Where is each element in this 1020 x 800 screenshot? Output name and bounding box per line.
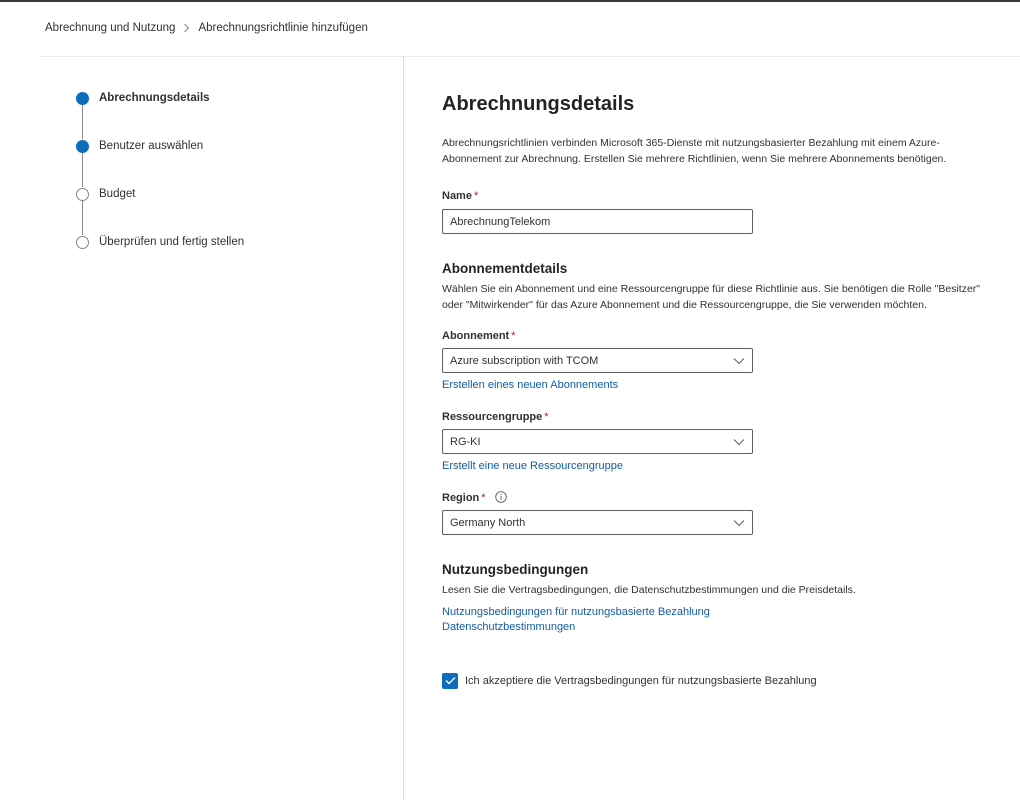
- required-mark: *: [473, 190, 479, 202]
- terms-section-description: Lesen Sie die Vertragsbedingungen, die Datenschutzbestimmungen und die Preisdetails.: [442, 584, 856, 596]
- intro-text: Abrechnungsrichtlinien verbinden Microsoft 365-Dienste mit nutzungsbasierter Bezahlung mit einem Azure-Abonnement zur Abrechnung. Erstellen Sie mehrere Richtlinien, wenn Sie mehrere Abonnements benötigen.: [442, 137, 947, 165]
- step-budget[interactable]: [76, 187, 244, 235]
- step-label: Budget: [99, 188, 136, 200]
- terms-of-use-link[interactable]: Nutzungsbedingungen für nutzungsbasierte Bezahlung: [442, 605, 710, 618]
- subscription-section-description: Wählen Sie ein Abonnement und eine Ressourcengruppe für diese Richtlinie aus. Sie benötigen die Rolle "Besitzer" oder "Mitwirkender" für das Azure Abonnement und die Ressourcengruppe, die Sie verwenden möchten.: [442, 283, 981, 311]
- step-label: Abrechnungsdetails: [99, 92, 210, 104]
- chevron-down-icon: [733, 438, 745, 446]
- step-pending-icon: [76, 188, 89, 201]
- step-select-users[interactable]: [76, 139, 244, 187]
- step-label: Benutzer auswählen: [99, 140, 204, 152]
- step-pending-icon: [76, 236, 89, 249]
- breadcrumb-item-billing[interactable]: Abrechnung und Nutzung: [45, 22, 176, 34]
- region-dropdown[interactable]: Germany North: [442, 510, 753, 535]
- resource-group-label: Ressourcengruppe *: [442, 411, 549, 423]
- step-connector: [82, 153, 83, 187]
- window-top-border: [0, 0, 1020, 2]
- create-resource-group-link[interactable]: Erstellt eine neue Ressourcengruppe: [442, 460, 624, 472]
- resource-group-dropdown[interactable]: RG-KI: [442, 429, 753, 454]
- chevron-down-icon: [733, 519, 745, 527]
- accept-terms-label: Ich akzeptiere die Vertragsbedingungen für nutzungsbasierte Bezahlung: [465, 674, 817, 687]
- required-mark: *: [544, 411, 549, 423]
- step-connector: [82, 105, 83, 139]
- wizard-stepper: [76, 91, 244, 283]
- page-title: Abrechnungsdetails: [442, 93, 635, 115]
- breadcrumb: [45, 22, 368, 34]
- accept-terms-row[interactable]: [442, 673, 987, 689]
- checkmark-icon: [445, 676, 456, 685]
- info-icon[interactable]: [495, 491, 507, 503]
- region-label: Region *: [442, 491, 987, 505]
- subscription-label: Abonnement *: [442, 330, 516, 342]
- panel-divider: [403, 56, 404, 800]
- step-connector: [82, 201, 83, 235]
- required-mark: *: [481, 492, 486, 504]
- breadcrumb-item-current: Abrechnungsrichtlinie hinzufügen: [198, 22, 368, 34]
- chevron-right-icon: [183, 23, 190, 33]
- create-subscription-link[interactable]: Erstellen eines neuen Abonnements: [442, 379, 619, 391]
- step-current-icon: [76, 92, 89, 105]
- step-review-finish[interactable]: [76, 235, 244, 283]
- subscription-dropdown[interactable]: Azure subscription with TCOM: [442, 348, 753, 373]
- billing-details-form: [442, 90, 987, 689]
- header-divider: [40, 56, 1020, 57]
- privacy-statement-link[interactable]: Datenschutzbestimmungen: [442, 620, 576, 633]
- subscription-section-title: Abonnementdetails: [442, 261, 568, 276]
- chevron-down-icon: [733, 357, 745, 365]
- required-mark: *: [511, 330, 516, 342]
- accept-terms-checkbox[interactable]: [442, 673, 458, 689]
- terms-section-title: Nutzungsbedingungen: [442, 562, 589, 577]
- step-billing-details[interactable]: [76, 91, 244, 139]
- step-label: Überprüfen und fertig stellen: [99, 236, 245, 248]
- name-label: Name *: [442, 190, 479, 202]
- step-completed-icon: [76, 140, 89, 153]
- name-input[interactable]: AbrechnungTelekom: [442, 209, 753, 234]
